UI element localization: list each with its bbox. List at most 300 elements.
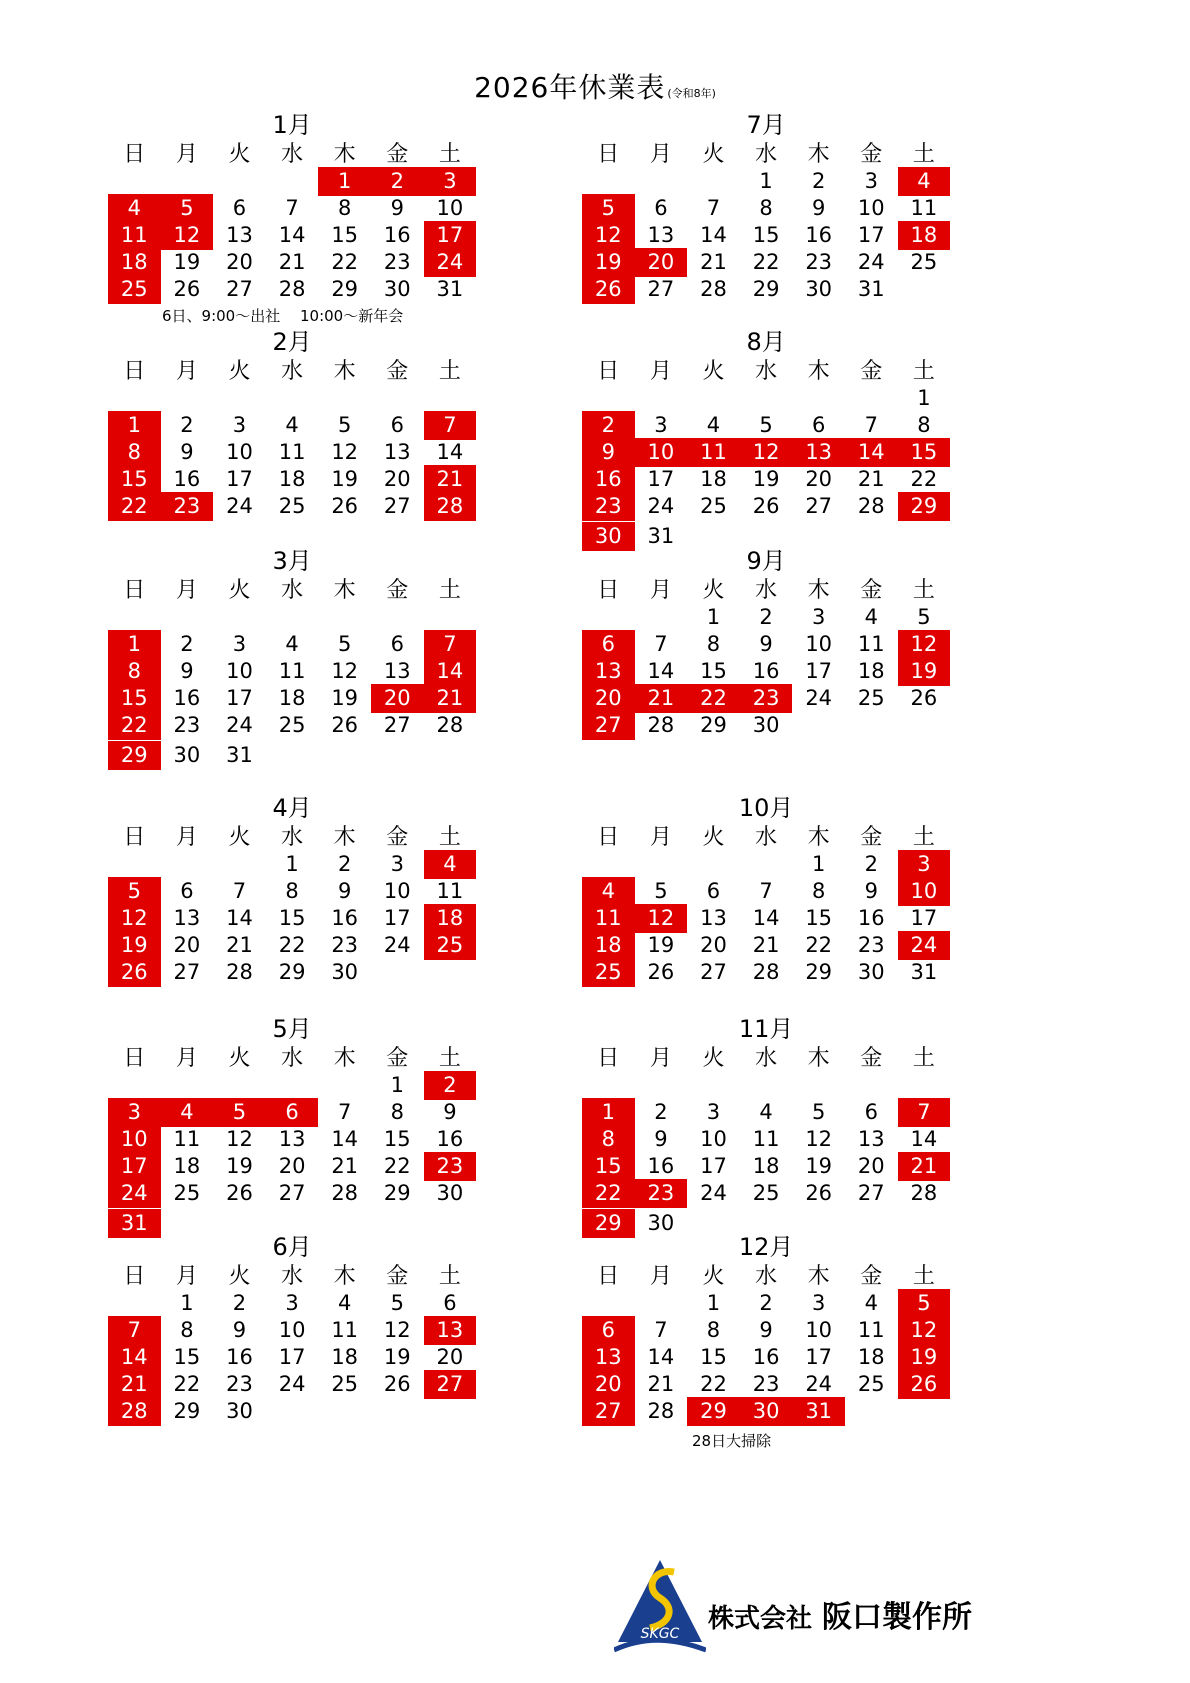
weekday-header: 金 <box>386 359 409 384</box>
day-cell: 3 <box>706 1100 721 1124</box>
weekday-header: 木 <box>807 578 830 603</box>
day-cell: 24 <box>278 1372 306 1396</box>
day-cell: 1 <box>390 1073 404 1097</box>
weekday-header: 日 <box>597 578 620 603</box>
day-cell: 18 <box>752 1154 780 1178</box>
holiday-day-cell: 15 <box>898 438 951 467</box>
day-cell: 10 <box>226 659 253 683</box>
day-cell: 5 <box>338 413 352 437</box>
weekday-header: 水 <box>755 1264 778 1289</box>
day-cell: 8 <box>706 632 721 656</box>
day-cell: 16 <box>226 1345 253 1369</box>
holiday-day-cell: 15 <box>108 684 161 713</box>
day-cell: 14 <box>647 659 675 683</box>
holiday-day-cell: 21 <box>635 684 688 713</box>
holiday-day-cell: 18 <box>108 248 161 277</box>
day-cell: 26 <box>647 960 675 984</box>
holiday-day-cell: 2 <box>582 411 635 440</box>
day-cell: 6 <box>390 632 404 656</box>
day-cell: 28 <box>857 494 885 518</box>
holiday-day-cell: 22 <box>108 492 161 521</box>
holiday-day-cell: 23 <box>582 492 635 521</box>
day-cell: 29 <box>805 960 833 984</box>
day-cell: 16 <box>647 1154 675 1178</box>
month-label: 7月 <box>746 111 786 139</box>
day-cell: 9 <box>180 440 194 464</box>
day-cell: 20 <box>857 1154 885 1178</box>
day-cell: 16 <box>331 906 359 930</box>
day-cell: 28 <box>752 960 780 984</box>
day-cell: 28 <box>278 277 306 301</box>
day-cell: 27 <box>383 713 411 737</box>
holiday-day-cell: 2 <box>371 167 424 196</box>
day-cell: 20 <box>383 467 411 491</box>
holiday-day-cell: 29 <box>108 741 161 770</box>
holiday-day-cell: 5 <box>108 877 161 906</box>
day-cell: 17 <box>383 906 411 930</box>
holiday-day-cell: 16 <box>582 465 635 494</box>
day-cell: 24 <box>805 1372 833 1396</box>
holiday-day-cell: 4 <box>582 877 635 906</box>
holiday-day-cell: 12 <box>108 904 161 933</box>
day-cell: 1 <box>812 852 826 876</box>
day-cell: 22 <box>383 1154 411 1178</box>
holiday-day-cell: 22 <box>108 711 161 740</box>
day-cell: 27 <box>647 277 675 301</box>
holiday-day-cell: 21 <box>424 465 477 494</box>
holiday-day-cell: 24 <box>424 248 477 277</box>
day-cell: 1 <box>285 852 299 876</box>
weekday-header: 火 <box>228 359 251 384</box>
day-cell: 23 <box>173 713 201 737</box>
day-cell: 5 <box>654 879 668 903</box>
holiday-day-cell: 26 <box>582 275 635 304</box>
holiday-day-cell: 19 <box>898 657 951 686</box>
day-cell: 5 <box>390 1291 404 1315</box>
holiday-day-cell: 10 <box>635 438 688 467</box>
day-cell: 26 <box>331 713 359 737</box>
weekday-header: 土 <box>438 1264 461 1289</box>
day-cell: 8 <box>706 1318 721 1342</box>
holiday-day-cell: 28 <box>424 492 477 521</box>
month-label: 4月 <box>272 794 312 822</box>
weekday-header: 火 <box>702 359 725 384</box>
holiday-day-cell: 6 <box>266 1098 319 1127</box>
weekday-header: 水 <box>281 825 304 850</box>
weekday-header: 日 <box>123 1264 146 1289</box>
day-cell: 4 <box>864 1291 878 1315</box>
holiday-day-cell: 7 <box>424 630 477 659</box>
day-cell: 2 <box>232 1291 247 1315</box>
weekday-header: 火 <box>228 142 251 167</box>
day-cell: 11 <box>857 1318 885 1342</box>
day-cell: 31 <box>647 524 675 548</box>
day-cell: 21 <box>331 1154 359 1178</box>
weekday-header: 木 <box>333 142 356 167</box>
holiday-day-cell: 4 <box>108 194 161 223</box>
day-cell: 27 <box>278 1181 306 1205</box>
holiday-day-cell: 12 <box>582 221 635 250</box>
holiday-day-cell: 30 <box>582 522 635 551</box>
weekday-header: 火 <box>228 1264 251 1289</box>
holiday-day-cell: 26 <box>108 958 161 987</box>
weekday-header: 火 <box>702 1046 725 1071</box>
weekday-header: 土 <box>912 142 935 167</box>
weekday-header: 水 <box>281 578 304 603</box>
weekday-header: 土 <box>438 359 461 384</box>
day-cell: 17 <box>910 906 938 930</box>
holiday-day-cell: 8 <box>108 438 161 467</box>
day-cell: 17 <box>805 659 833 683</box>
weekday-header: 金 <box>386 1046 409 1071</box>
weekday-header: 金 <box>386 1264 409 1289</box>
holiday-day-cell: 1 <box>108 411 161 440</box>
day-cell: 1 <box>180 1291 194 1315</box>
day-cell: 20 <box>278 1154 306 1178</box>
day-cell: 9 <box>759 632 773 656</box>
day-cell: 9 <box>759 1318 773 1342</box>
day-cell: 30 <box>647 1211 675 1235</box>
weekday-header: 水 <box>755 825 778 850</box>
day-cell: 8 <box>180 1318 194 1342</box>
holiday-day-cell: 1 <box>108 630 161 659</box>
company-prefix: 株式会社 <box>708 1604 813 1634</box>
weekday-header: 金 <box>860 825 883 850</box>
day-cell: 15 <box>700 659 727 683</box>
day-cell: 28 <box>700 277 727 301</box>
holiday-day-cell: 11 <box>108 221 161 250</box>
weekday-header: 日 <box>123 825 146 850</box>
day-cell: 22 <box>173 1372 201 1396</box>
day-cell: 21 <box>226 933 253 957</box>
holiday-day-cell: 12 <box>161 221 214 250</box>
weekday-header: 金 <box>386 825 409 850</box>
weekday-header: 木 <box>333 359 356 384</box>
day-cell: 11 <box>436 879 464 903</box>
day-cell: 23 <box>226 1372 253 1396</box>
weekday-header: 木 <box>807 142 830 167</box>
day-cell: 23 <box>805 250 833 274</box>
day-cell: 14 <box>700 223 727 247</box>
weekday-header: 土 <box>438 142 461 167</box>
day-cell: 14 <box>910 1127 938 1151</box>
holiday-day-cell: 23 <box>740 684 793 713</box>
day-cell: 12 <box>331 440 359 464</box>
day-cell: 3 <box>812 605 826 629</box>
holiday-day-cell: 14 <box>424 657 477 686</box>
title-text: 2026年休業表 <box>474 71 666 104</box>
day-cell: 16 <box>752 659 780 683</box>
holiday-day-cell: 3 <box>424 167 477 196</box>
day-cell: 17 <box>700 1154 727 1178</box>
weekday-header: 金 <box>860 359 883 384</box>
weekday-header: 木 <box>807 1264 830 1289</box>
day-cell: 14 <box>647 1345 675 1369</box>
day-cell: 4 <box>706 413 721 437</box>
day-cell: 14 <box>436 440 464 464</box>
holiday-day-cell: 20 <box>371 684 424 713</box>
day-cell: 7 <box>654 632 668 656</box>
day-cell: 24 <box>226 494 253 518</box>
day-cell: 17 <box>226 686 253 710</box>
weekday-header: 水 <box>755 578 778 603</box>
day-cell: 27 <box>226 277 253 301</box>
day-cell: 9 <box>390 196 404 220</box>
day-cell: 20 <box>173 933 201 957</box>
weekday-header: 金 <box>860 1046 883 1071</box>
holiday-day-cell: 21 <box>898 1152 951 1181</box>
day-cell: 26 <box>752 494 780 518</box>
holiday-day-cell: 12 <box>740 438 793 467</box>
holiday-day-cell: 4 <box>424 850 477 879</box>
day-cell: 22 <box>752 250 780 274</box>
day-cell: 30 <box>805 277 833 301</box>
day-cell: 7 <box>232 879 247 903</box>
holiday-day-cell: 25 <box>582 958 635 987</box>
holiday-day-cell: 13 <box>582 1343 635 1372</box>
company-block <box>614 1558 1034 1658</box>
day-cell: 22 <box>278 933 306 957</box>
month-note: 28日大掃除 <box>692 1432 772 1450</box>
day-cell: 11 <box>278 440 306 464</box>
weekday-header: 月 <box>649 1046 672 1071</box>
day-cell: 6 <box>864 1100 878 1124</box>
holiday-day-cell: 23 <box>424 1152 477 1181</box>
day-cell: 13 <box>857 1127 885 1151</box>
day-cell: 19 <box>331 467 359 491</box>
day-cell: 12 <box>383 1318 411 1342</box>
holiday-day-cell: 11 <box>582 904 635 933</box>
day-cell: 2 <box>759 1291 773 1315</box>
day-cell: 30 <box>752 713 780 737</box>
day-cell: 17 <box>805 1345 833 1369</box>
month-label: 1月 <box>272 111 312 139</box>
day-cell: 10 <box>700 1127 727 1151</box>
weekday-header: 金 <box>860 1264 883 1289</box>
day-cell: 7 <box>285 196 299 220</box>
holiday-day-cell: 27 <box>582 1397 635 1426</box>
company-logo-icon <box>614 1558 706 1656</box>
weekday-header: 土 <box>912 1264 935 1289</box>
holiday-day-cell: 26 <box>898 1370 951 1399</box>
weekday-header: 月 <box>649 578 672 603</box>
holiday-day-cell: 19 <box>898 1343 951 1372</box>
weekday-header: 土 <box>912 578 935 603</box>
day-cell: 18 <box>700 467 727 491</box>
day-cell: 6 <box>812 413 826 437</box>
day-cell: 27 <box>857 1181 885 1205</box>
day-cell: 23 <box>331 933 359 957</box>
day-cell: 20 <box>700 933 727 957</box>
holiday-day-cell: 21 <box>424 684 477 713</box>
day-cell: 24 <box>647 494 675 518</box>
weekday-header: 木 <box>333 1046 356 1071</box>
weekday-header: 日 <box>123 578 146 603</box>
day-cell: 14 <box>226 906 253 930</box>
day-cell: 8 <box>812 879 826 903</box>
holiday-day-cell: 25 <box>108 275 161 304</box>
holiday-day-cell: 22 <box>687 684 740 713</box>
day-cell: 3 <box>232 632 247 656</box>
day-cell: 26 <box>331 494 359 518</box>
day-cell: 12 <box>805 1127 833 1151</box>
day-cell: 25 <box>278 494 306 518</box>
day-cell: 24 <box>226 713 253 737</box>
day-cell: 26 <box>173 277 201 301</box>
day-cell: 22 <box>910 467 938 491</box>
day-cell: 10 <box>805 632 833 656</box>
day-cell: 3 <box>864 169 878 193</box>
day-cell: 24 <box>857 250 885 274</box>
holiday-day-cell: 17 <box>108 1152 161 1181</box>
day-cell: 29 <box>278 960 306 984</box>
weekday-header: 月 <box>649 359 672 384</box>
day-cell: 21 <box>647 1372 675 1396</box>
day-cell: 15 <box>752 223 780 247</box>
holiday-day-cell: 17 <box>424 221 477 250</box>
page-title <box>0 66 1190 106</box>
day-cell: 8 <box>759 196 773 220</box>
day-cell: 17 <box>278 1345 306 1369</box>
day-cell: 5 <box>812 1100 826 1124</box>
day-cell: 10 <box>278 1318 306 1342</box>
day-cell: 19 <box>331 686 359 710</box>
holiday-day-cell: 15 <box>108 465 161 494</box>
day-cell: 2 <box>338 852 352 876</box>
day-cell: 6 <box>390 413 404 437</box>
holiday-day-cell: 31 <box>108 1209 161 1238</box>
day-cell: 31 <box>436 277 464 301</box>
day-cell: 5 <box>338 632 352 656</box>
holiday-day-cell: 12 <box>635 904 688 933</box>
weekday-header: 日 <box>123 1046 146 1071</box>
day-cell: 14 <box>278 223 306 247</box>
holiday-day-cell: 12 <box>898 630 951 659</box>
weekday-header: 月 <box>649 1264 672 1289</box>
day-cell: 6 <box>654 196 668 220</box>
weekday-header: 月 <box>649 825 672 850</box>
day-cell: 19 <box>752 467 780 491</box>
day-cell: 13 <box>278 1127 306 1151</box>
day-cell: 31 <box>857 277 885 301</box>
day-cell: 9 <box>654 1127 668 1151</box>
logo-text: SKGC <box>640 1626 680 1642</box>
day-cell: 27 <box>700 960 727 984</box>
holiday-day-cell: 18 <box>898 221 951 250</box>
day-cell: 23 <box>857 933 885 957</box>
weekday-header: 日 <box>597 1046 620 1071</box>
day-cell: 25 <box>278 713 306 737</box>
weekday-header: 土 <box>438 825 461 850</box>
day-cell: 4 <box>864 605 878 629</box>
day-cell: 2 <box>180 413 194 437</box>
holiday-day-cell: 27 <box>582 711 635 740</box>
day-cell: 28 <box>910 1181 938 1205</box>
day-cell: 20 <box>436 1345 464 1369</box>
holiday-day-cell: 5 <box>213 1098 266 1127</box>
holiday-day-cell: 7 <box>898 1098 951 1127</box>
day-cell: 15 <box>278 906 306 930</box>
day-cell: 24 <box>805 686 833 710</box>
month-label: 2月 <box>272 328 312 356</box>
day-cell: 15 <box>331 223 359 247</box>
day-cell: 4 <box>285 413 299 437</box>
day-cell: 2 <box>759 605 773 629</box>
day-cell: 6 <box>232 196 247 220</box>
day-cell: 19 <box>383 1345 411 1369</box>
day-cell: 23 <box>752 1372 780 1396</box>
weekday-header: 水 <box>755 359 778 384</box>
holiday-day-cell: 13 <box>792 438 845 467</box>
day-cell: 16 <box>436 1127 464 1151</box>
day-cell: 11 <box>752 1127 780 1151</box>
weekday-header: 月 <box>175 578 198 603</box>
day-cell: 7 <box>864 413 878 437</box>
holiday-day-cell: 2 <box>424 1071 477 1100</box>
holiday-day-cell: 5 <box>898 1289 951 1318</box>
day-cell: 30 <box>226 1399 253 1423</box>
day-cell: 29 <box>383 1181 411 1205</box>
holiday-day-cell: 7 <box>424 411 477 440</box>
weekday-header: 日 <box>597 825 620 850</box>
day-cell: 6 <box>443 1291 457 1315</box>
day-cell: 31 <box>910 960 938 984</box>
day-cell: 2 <box>812 169 826 193</box>
holiday-day-cell: 8 <box>108 657 161 686</box>
month-label: 10月 <box>738 794 794 822</box>
day-cell: 10 <box>383 879 411 903</box>
day-cell: 20 <box>805 467 833 491</box>
day-cell: 30 <box>173 743 201 767</box>
day-cell: 2 <box>180 632 194 656</box>
day-cell: 20 <box>226 250 253 274</box>
day-cell: 11 <box>278 659 306 683</box>
day-cell: 12 <box>226 1127 253 1151</box>
weekday-header: 木 <box>807 359 830 384</box>
holiday-day-cell: 5 <box>582 194 635 223</box>
holiday-day-cell: 13 <box>582 657 635 686</box>
day-cell: 18 <box>278 686 306 710</box>
day-cell: 30 <box>857 960 885 984</box>
month-label: 8月 <box>746 328 786 356</box>
day-cell: 7 <box>338 1100 352 1124</box>
day-cell: 25 <box>857 1372 885 1396</box>
month-label: 6月 <box>272 1233 312 1261</box>
day-cell: 28 <box>226 960 253 984</box>
month-note: 6日、9:00～出社 10:00～新年会 <box>162 307 404 325</box>
day-cell: 15 <box>383 1127 411 1151</box>
day-cell: 22 <box>331 250 359 274</box>
holiday-day-cell: 23 <box>161 492 214 521</box>
company-name <box>708 1592 972 1636</box>
weekday-header: 水 <box>281 359 304 384</box>
day-cell: 13 <box>700 906 727 930</box>
weekday-header: 金 <box>860 578 883 603</box>
day-cell: 26 <box>910 686 938 710</box>
day-cell: 13 <box>226 223 253 247</box>
day-cell: 6 <box>180 879 194 903</box>
day-cell: 25 <box>752 1181 780 1205</box>
day-cell: 7 <box>654 1318 668 1342</box>
day-cell: 22 <box>805 933 833 957</box>
holiday-day-cell: 1 <box>318 167 371 196</box>
day-cell: 13 <box>647 223 675 247</box>
weekday-header: 木 <box>807 825 830 850</box>
weekday-header: 火 <box>702 825 725 850</box>
weekday-header: 火 <box>228 825 251 850</box>
holiday-day-cell: 24 <box>108 1179 161 1208</box>
weekday-header: 日 <box>597 1264 620 1289</box>
